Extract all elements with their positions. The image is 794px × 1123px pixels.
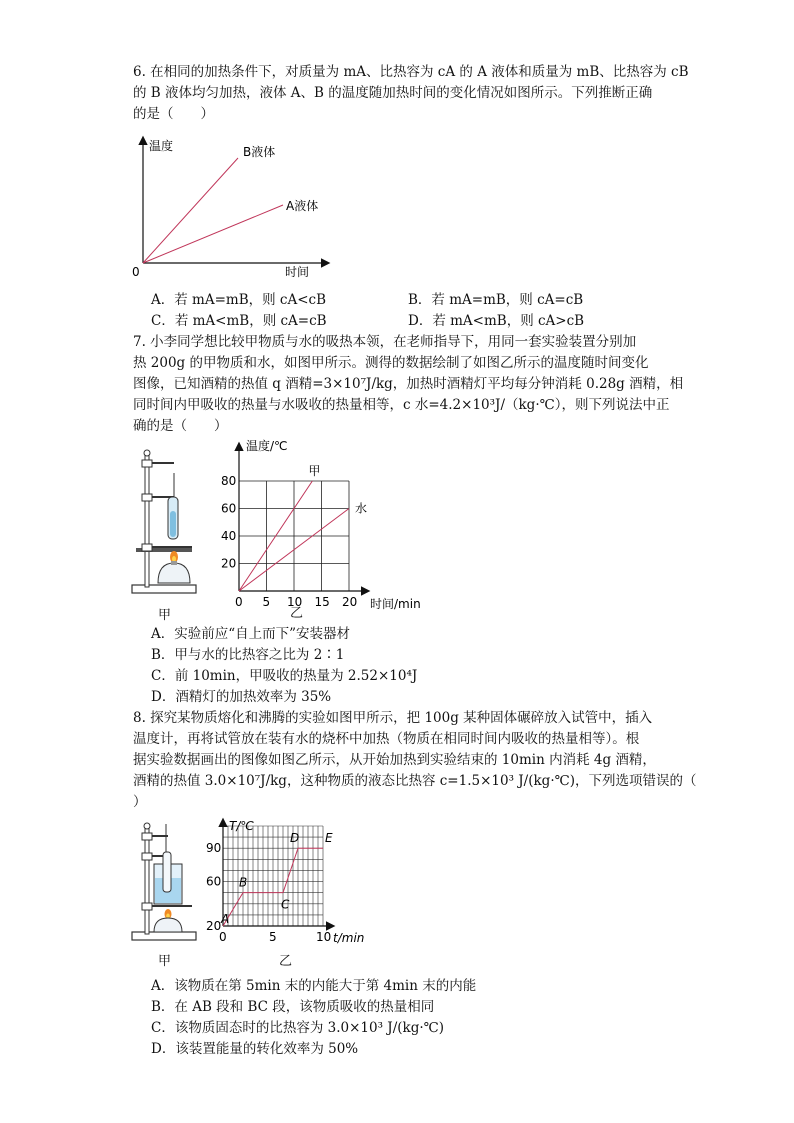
q7-chart bbox=[218, 436, 428, 612]
q7-y-tick-label: 60 bbox=[221, 501, 237, 516]
q7-series-water-label: 水 bbox=[355, 501, 368, 516]
q6-chart bbox=[128, 130, 348, 280]
q7-apparatus-figure bbox=[130, 445, 202, 597]
q7-stem-line-1: 7. 小李同学想比较甲物质与水的吸热本领，在老师指导下，用同一套实验装置分别加 bbox=[133, 334, 637, 350]
q8-xlabel: t/min bbox=[333, 931, 365, 945]
q6-option-b[interactable]: B．若 mA=mB，则 cA=cB bbox=[408, 292, 584, 308]
q8-y-tick-label: 20 bbox=[206, 919, 222, 933]
q8-grid bbox=[223, 826, 323, 926]
q8-ylabel: T/℃ bbox=[229, 819, 254, 833]
q8-x-tick-label: 5 bbox=[269, 930, 277, 944]
q7-option-d[interactable]: D．酒精灯的加热效率为 35% bbox=[151, 689, 332, 705]
q7-option-b[interactable]: B．甲与水的比热容之比为 2∶1 bbox=[151, 647, 345, 663]
q6-xlabel: 时间 bbox=[285, 265, 310, 279]
q7-y-tick-label: 20 bbox=[221, 556, 237, 571]
q8-stem-line-5: ） bbox=[133, 794, 147, 810]
q8-stem-line-1: 8. 探究某物质熔化和沸腾的实验如图甲所示，把 100g 某种固体碾碎放入试管中，插入 bbox=[133, 710, 653, 726]
q6-stem-line-1: 6. 在相同的加热条件下，对质量为 mA、比热容为 cA 的 A 液体和质量为 mB、比热容为 cB bbox=[133, 64, 689, 80]
q8-x-tick-label: 10 bbox=[316, 930, 332, 944]
q6-stem-line-3: 的是（ ） bbox=[133, 106, 214, 122]
q8-stem-line-2: 温度计，再将试管放在装有水的烧杯中加热（物质在相同时间内吸收的热量相等）。根 bbox=[133, 731, 640, 747]
q8-graph-label: 乙 bbox=[279, 954, 293, 969]
q8-stem-line-4: 酒精的热值 3.0×10⁷J/kg，这种物质的液态比热容 c=1.5×10³ J/(kg·℃)，下列选项错误的（ bbox=[133, 773, 697, 789]
q8-option-d[interactable]: D．该装置能量的转化效率为 50% bbox=[151, 1041, 359, 1057]
q7-x-tick-label: 5 bbox=[262, 595, 271, 609]
q7-stem-line-2: 热 200g 的甲物质和水，如图甲所示。测得的数据绘制了如图乙所示的温度随时间变化 bbox=[133, 355, 649, 371]
q8-point-b-label: B bbox=[239, 875, 248, 890]
q8-chart bbox=[205, 814, 375, 948]
q8-apparatus-figure bbox=[130, 820, 202, 944]
q8-option-a[interactable]: A．该物质在第 5min 末的内能大于第 4min 末的内能 bbox=[151, 978, 477, 994]
q8-point-c-label: C bbox=[281, 897, 290, 912]
q7-option-c[interactable]: C．前 10min，甲吸收的热量为 2.52×10⁴J bbox=[151, 668, 418, 684]
q7-x-tick-label: 0 bbox=[235, 595, 243, 609]
q7-xlabel: 时间/min bbox=[370, 597, 421, 611]
q7-stem-line-5: 确的是（ ） bbox=[133, 418, 228, 434]
q6-series-B-label: B液体 bbox=[243, 145, 276, 159]
q7-stem-line-3: 图像，已知酒精的热值 q 酒精=3×10⁷J/kg，加热时酒精灯平均每分钟消耗 0.28g 酒精，相 bbox=[133, 376, 684, 392]
q7-option-a[interactable]: A．实验前应“自上而下”安装器材 bbox=[151, 626, 351, 642]
q8-point-d-label: D bbox=[290, 831, 300, 846]
q6-option-d[interactable]: D．若 mA<mB，则 cA>cB bbox=[408, 313, 585, 329]
q8-point-labels bbox=[220, 831, 333, 926]
q8-point-e-label: E bbox=[325, 831, 333, 846]
q8-option-b[interactable]: B．在 AB 段和 BC 段，该物质吸收的热量相同 bbox=[151, 999, 435, 1015]
q6-option-a[interactable]: A．若 mA=mB，则 cA<cB bbox=[151, 292, 327, 308]
q7-x-tick-label: 15 bbox=[314, 595, 330, 609]
q7-x-tick-label: 20 bbox=[342, 595, 358, 609]
q7-grid bbox=[239, 481, 349, 591]
q8-x-tick-label: 0 bbox=[219, 930, 227, 944]
q7-apparatus-label: 甲 bbox=[158, 608, 172, 623]
q7-x-tick-label: 10 bbox=[287, 595, 303, 609]
q6-stem-line-2: 的 B 液体均匀加热，液体 A、B 的温度随加热时间的变化情况如图所示。下列推断正确 bbox=[133, 85, 653, 101]
q7-y-tick-label: 40 bbox=[221, 529, 237, 543]
q6-option-c[interactable]: C．若 mA<mB，则 cA=cB bbox=[151, 313, 327, 329]
q8-point-a-label: A bbox=[221, 912, 230, 926]
q6-series-B-line bbox=[143, 158, 238, 263]
q7-graph-label: 乙 bbox=[290, 606, 304, 621]
q8-apparatus-label: 甲 bbox=[158, 954, 172, 969]
q6-origin-label: 0 bbox=[132, 265, 140, 279]
q6-series-A-line bbox=[143, 205, 283, 263]
q7-stem-line-4: 同时间内甲吸收的热量与水吸收的热量相等，c 水=4.2×10³J/（kg·℃），则下列说法中正 bbox=[133, 397, 670, 413]
q6-ylabel: 温度 bbox=[149, 139, 174, 153]
q8-option-c[interactable]: C．该物质固态时的比热容为 3.0×10³ J/(kg·℃) bbox=[151, 1020, 444, 1036]
q8-y-tick-label: 60 bbox=[206, 874, 222, 889]
q8-stem-line-3: 据实验数据画出的图像如图乙所示，从开始加热到实验结束的 10min 内消耗 4g 酒精， bbox=[133, 752, 656, 768]
q8-y-tick-label: 90 bbox=[206, 841, 222, 856]
q7-series-jia-label: 甲 bbox=[308, 464, 321, 478]
q7-y-tick-label: 80 bbox=[221, 474, 237, 488]
q6-series-A-label: A液体 bbox=[286, 199, 319, 213]
q7-ylabel: 温度/℃ bbox=[246, 439, 288, 453]
